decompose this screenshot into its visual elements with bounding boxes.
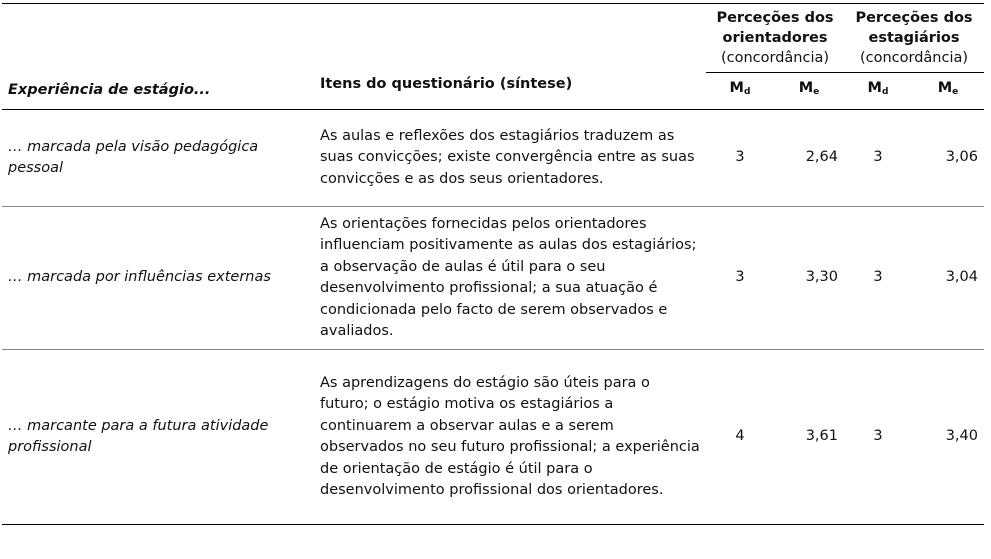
- row-estag-me: 3,04: [912, 207, 984, 350]
- row-orient-me: 2,64: [774, 110, 844, 207]
- header-estagiarios-line2: estagiários: [868, 30, 960, 46]
- row-experience: … marcante para a futura atividade profissional: [2, 350, 314, 525]
- header-estagiarios-sub: (concordância): [859, 50, 969, 66]
- table-row: [2, 207, 984, 350]
- header-experience: Experiência de estágio...: [2, 4, 314, 110]
- header-estagiarios-line1: Perceções dos: [855, 10, 973, 26]
- row-experience: … marcada por influências externas: [2, 207, 314, 350]
- header-estag-md: $M_d$: [844, 73, 912, 110]
- header-orientadores-line2: orientadores: [722, 30, 828, 46]
- header-orientadores-sub: (concordância): [720, 50, 830, 66]
- row-estag-me: 3,40: [912, 350, 984, 525]
- header-orient-md: $M_d$: [706, 73, 774, 110]
- table-row: [2, 350, 984, 525]
- header-group-orientadores: [706, 4, 844, 73]
- header-estag-me: $M_e$: [912, 73, 984, 110]
- row-estag-md: 3: [844, 207, 912, 350]
- row-items: As aulas e reflexões dos estagiários traduzem as suas convicções; existe convergência entre as suas convicções e as dos seus orientadores.: [314, 110, 706, 207]
- row-estag-md: 3: [844, 350, 912, 525]
- row-orient-md: 3: [706, 207, 774, 350]
- header-group-estagiarios: [844, 4, 984, 73]
- table-body: [2, 110, 984, 525]
- table-row: [2, 110, 984, 207]
- row-estag-md: 3: [844, 110, 912, 207]
- row-estag-me: 3,06: [912, 110, 984, 207]
- header-items: Itens do questionário (síntese): [314, 4, 706, 110]
- row-experience: … marcada pela visão pedagógica pessoal: [2, 110, 314, 207]
- header-orient-me: $M_e$: [774, 73, 844, 110]
- survey-results-table: [2, 3, 984, 525]
- row-orient-md: 3: [706, 110, 774, 207]
- header-orientadores-line1: Perceções dos: [716, 10, 834, 26]
- row-items: As aprendizagens do estágio são úteis para o futuro; o estágio motiva os estagiários a continuarem a observar aulas e a serem observados no seu futuro profissional; a experiência de orientação de estágio é útil para o desenvolvimento profissional dos orientadores.: [314, 350, 706, 525]
- row-orient-me: 3,30: [774, 207, 844, 350]
- row-items: As orientações fornecidas pelos orientadores influenciam positivamente as aulas dos estagiários; a observação de aulas é útil para o seu desenvolvimento profissional; a sua atuação é condicionada pelo facto de serem observados e avaliados.: [314, 207, 706, 350]
- row-orient-me: 3,61: [774, 350, 844, 525]
- row-orient-md: 4: [706, 350, 774, 525]
- table-header: [2, 4, 984, 110]
